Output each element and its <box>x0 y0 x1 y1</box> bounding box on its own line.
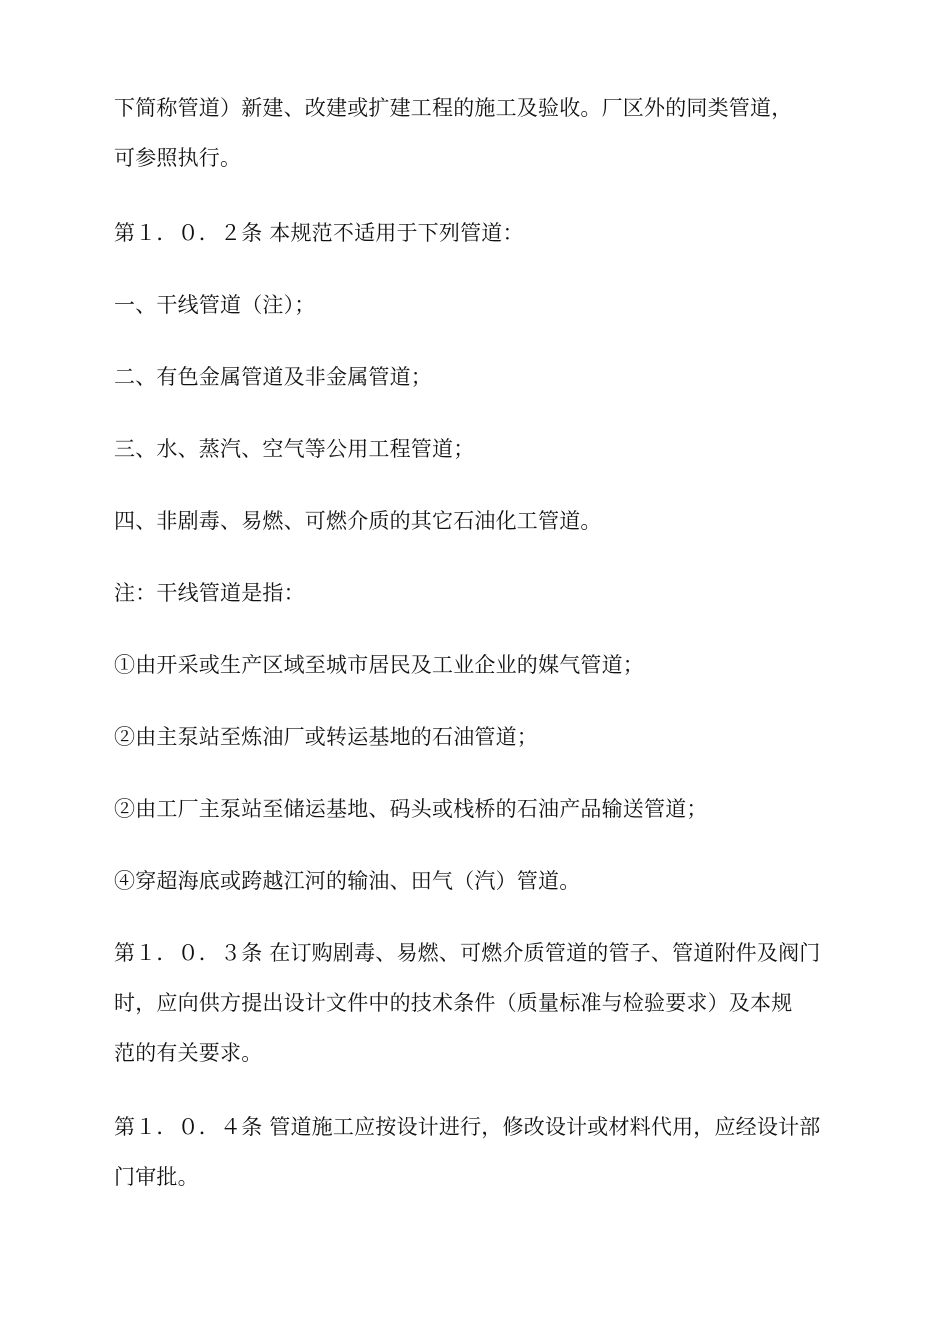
clause-1-0-3-line-1: 第１．０．３条 在订购剧毒、易燃、可燃介质管道的管子、管道附件及阀门 <box>114 941 821 965</box>
list-item-1: 一、干线管道（注）； <box>114 293 316 317</box>
note-heading: 注：干线管道是指： <box>114 581 305 605</box>
para-scope-line-2: 可参照执行。 <box>114 146 242 170</box>
note-item-2: ②由主泵站至炼油厂或转运基地的石油管道； <box>114 725 538 749</box>
clause-1-0-4-line-1: 第１．０．４条 管道施工应按设计进行，修改设计或材料代用，应经设计部 <box>114 1115 821 1139</box>
clause-1-0-3-line-2: 时，应向供方提出设计文件中的技术条件（质量标准与检验要求）及本规 <box>114 991 793 1015</box>
clause-1-0-4-line-2: 门审批。 <box>114 1165 199 1189</box>
note-item-4: ④穿超海底或跨越江河的输油、田气（汽）管道。 <box>114 869 581 893</box>
list-item-2: 二、有色金属管道及非金属管道； <box>114 365 432 389</box>
note-item-1: ①由开采或生产区域至城市居民及工业企业的媒气管道； <box>114 653 644 677</box>
note-item-3: ②由工厂主泵站至储运基地、码头或栈桥的石油产品输送管道； <box>114 797 708 821</box>
clause-1-0-3-line-3: 范的有关要求。 <box>114 1041 263 1065</box>
clause-1-0-2-heading: 第１．０．２条 本规范不适用于下列管道： <box>114 221 524 245</box>
list-item-3: 三、水、蒸汽、空气等公用工程管道； <box>114 437 475 461</box>
para-scope-line-1: 下简称管道）新建、改建或扩建工程的施工及验收。厂区外的同类管道， <box>114 96 793 120</box>
list-item-4: 四、非剧毒、易燃、可燃介质的其它石油化工管道。 <box>114 509 602 533</box>
